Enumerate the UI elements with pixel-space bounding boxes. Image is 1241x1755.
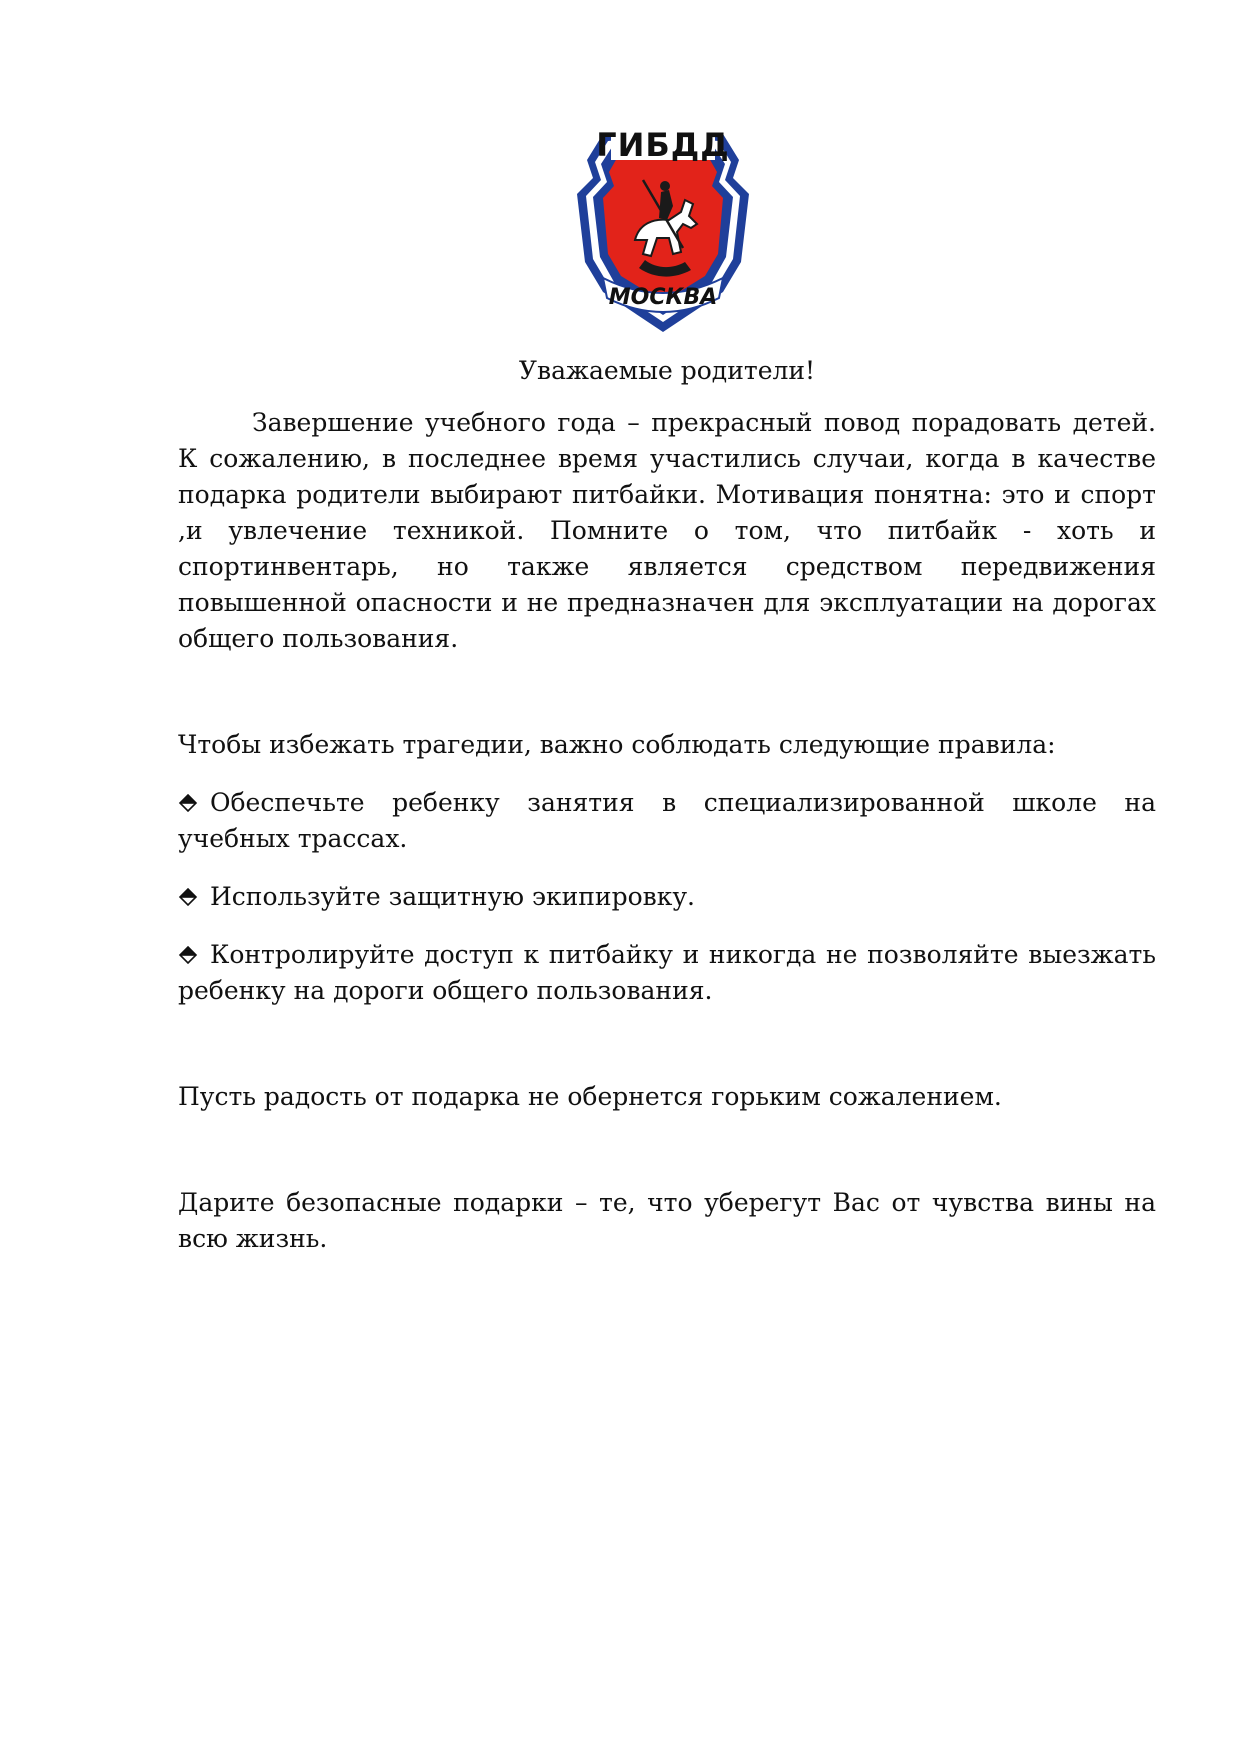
rule-text: Обеспечьте ребенку занятия в специализированной школе на учебных трассах. — [178, 788, 1156, 853]
rule-text: Используйте защитную экипировку. — [210, 882, 695, 911]
rule-item — [178, 879, 1156, 915]
rule-item — [178, 785, 1156, 857]
emblem-top-text: ГИБДД — [596, 126, 730, 164]
letter-body — [178, 353, 1156, 1257]
diamond-bullet-icon — [178, 794, 198, 812]
closing-paragraph: Дарите безопасные подарки – те, что уберегут Вас от чувства вины на всю жизнь. — [178, 1188, 1156, 1253]
closing-paragraph: Пусть радость от подарка не обернется горьким сожалением. — [178, 1082, 1002, 1111]
intro-paragraph: Завершение учебного года – прекрасный повод порадовать детей. К сожалению, в последнее время участились случаи, когда в качестве подарка родители выбирают питбайки. Мотивация понятна: это и спорт ,и увлечение техникой. Помните о том, что питбайк - хоть и спортинвентарь, но также является средством передвижения повышенной опасности и не предназначен для эксплуатации на дорогах общего пользования. — [178, 408, 1156, 653]
rules-intro: Чтобы избежать трагедии, важно соблюдать следующие правила: — [178, 730, 1056, 759]
letter-greeting: Уважаемые родители! — [518, 356, 816, 385]
diamond-bullet-icon — [178, 946, 198, 964]
rule-item — [178, 937, 1156, 1009]
emblem-bottom-text: МОСКВА — [608, 285, 718, 310]
diamond-bullet-icon — [178, 888, 198, 906]
gibdd-moscow-emblem-icon — [573, 120, 753, 335]
rule-text: Контролируйте доступ к питбайку и никогда не позволяйте выезжать ребенку на дороги общего пользования. — [178, 940, 1156, 1005]
